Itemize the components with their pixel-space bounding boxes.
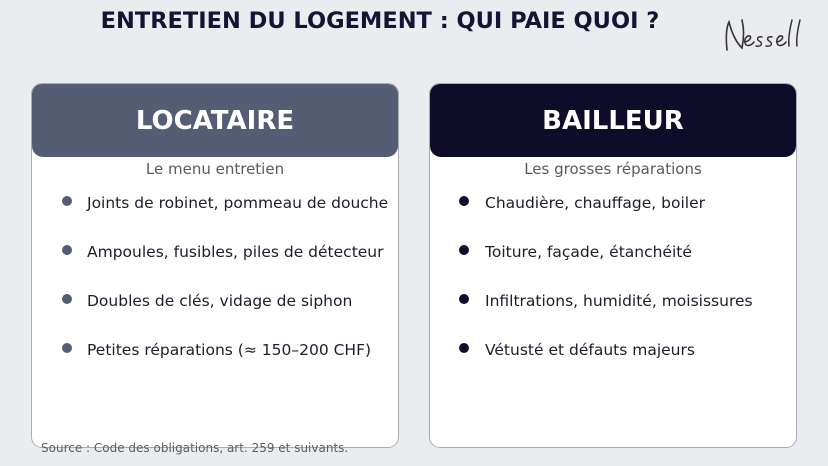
list-item-label: Joints de robinet, pommeau de douche — [87, 194, 389, 212]
card-title: BAILLEUR — [542, 105, 684, 136]
bullet-icon — [459, 294, 469, 304]
list-item — [430, 193, 796, 242]
source-note: Source : Code des obligations, art. 259 et suivants. — [41, 441, 349, 455]
card-header — [430, 84, 796, 157]
bullet-icon — [62, 294, 72, 304]
list-item — [32, 242, 398, 291]
bullet-icon — [459, 343, 469, 353]
card-bailleur — [429, 83, 797, 448]
item-list — [430, 193, 796, 389]
card-subtitle: Le menu entretien — [145, 160, 285, 178]
bullet-icon — [459, 245, 469, 255]
card-header — [32, 84, 398, 157]
nessell-logo-mark — [718, 8, 818, 64]
list-item-label: Infiltrations, humidité, moisissures — [485, 292, 753, 310]
item-list — [32, 193, 398, 389]
nessell-logo-icon — [718, 8, 818, 64]
list-item — [32, 193, 398, 242]
bullet-icon — [62, 343, 72, 353]
list-item — [32, 340, 398, 389]
list-item-label: Vétusté et défauts majeurs — [485, 341, 695, 359]
list-item — [430, 291, 796, 340]
page-title: ENTRETIEN DU LOGEMENT : QUI PAIE QUOI ? — [100, 8, 660, 34]
card-locataire — [31, 83, 399, 448]
list-item-label: Toiture, façade, étanchéité — [485, 243, 692, 261]
card-title: LOCATAIRE — [135, 105, 295, 136]
list-item-label: Doubles de clés, vidage de siphon — [87, 292, 353, 310]
bullet-icon — [62, 196, 72, 206]
bullet-icon — [459, 196, 469, 206]
list-item-label: Chaudière, chauffage, boiler — [485, 194, 705, 212]
list-item-label: Ampoules, fusibles, piles de détecteur — [87, 243, 384, 261]
list-item-label: Petites réparations (≈ 150–200 CHF) — [87, 341, 372, 359]
list-item — [32, 291, 398, 340]
card-subtitle: Les grosses réparations — [524, 160, 702, 178]
bullet-icon — [62, 245, 72, 255]
list-item — [430, 242, 796, 291]
list-item — [430, 340, 796, 389]
